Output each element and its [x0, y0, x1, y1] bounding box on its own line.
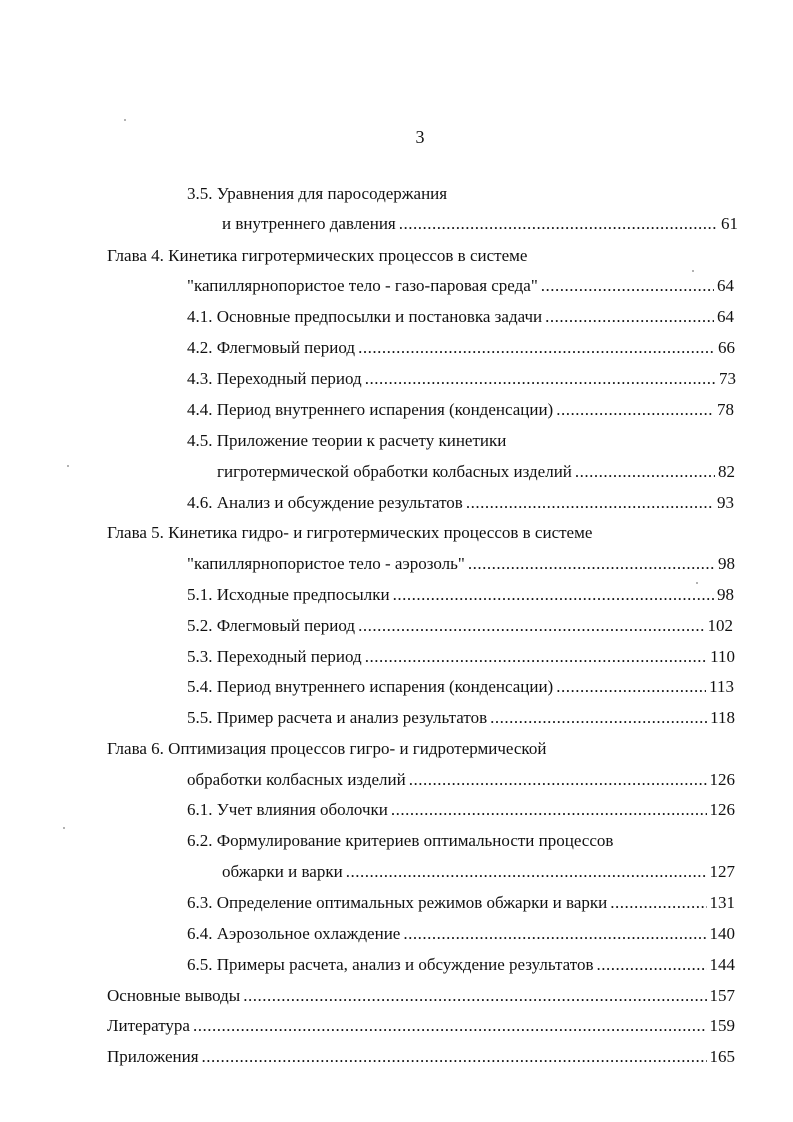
toc-entry	[187, 428, 737, 454]
toc-entry	[187, 767, 735, 793]
toc-entry-page: 102	[707, 616, 733, 635]
scan-speck	[67, 465, 69, 467]
dot-leader	[346, 859, 707, 885]
scan-speck	[63, 827, 65, 829]
toc-entry-page: 165	[709, 1047, 735, 1066]
dot-leader	[490, 705, 707, 731]
dot-leader	[541, 273, 714, 299]
toc-entry-text: гигротермической обработки колбасных изделий	[217, 462, 572, 481]
toc-entry	[187, 613, 733, 639]
toc-entry	[222, 211, 738, 237]
toc-entry	[187, 181, 737, 207]
dot-leader	[202, 1044, 707, 1070]
toc-entry	[187, 674, 734, 700]
toc-entry	[187, 921, 735, 947]
dot-leader	[391, 797, 707, 823]
dot-leader	[466, 490, 714, 516]
toc-entry-page: 126	[709, 800, 735, 819]
toc-entry-text: 4.4. Период внутреннего испарения (конденсации)	[187, 400, 554, 419]
toc-entry-page: 110	[710, 647, 735, 666]
toc-entry-text: и внутреннего давления	[222, 214, 396, 233]
dot-leader	[358, 335, 715, 361]
toc-entry	[222, 859, 735, 885]
toc-entry-page: 93	[717, 493, 734, 512]
toc-entry-page: 113	[709, 677, 734, 696]
toc-entry	[187, 304, 734, 330]
scan-speck	[692, 270, 694, 272]
toc-entry-page: 61	[721, 214, 738, 233]
dot-leader	[468, 551, 715, 577]
dot-leader	[358, 613, 704, 639]
toc-entry-text: 6.5. Примеры расчета, анализ и обсуждение результатов	[187, 955, 594, 974]
page-number: 3	[415, 127, 425, 147]
dot-leader	[596, 952, 706, 978]
dot-leader	[193, 1013, 707, 1039]
toc-entry-text: обжарки и варки	[222, 862, 343, 881]
toc-entry-page: 140	[709, 924, 735, 943]
toc-entry	[187, 952, 735, 978]
toc-entry-text: 5.2. Флегмовый период	[187, 616, 356, 635]
toc-entry-text: 4.1. Основные предпосылки и постановка задачи	[187, 307, 543, 326]
toc-entry-page: 98	[717, 585, 734, 604]
toc-entry	[187, 582, 734, 608]
toc-entry-text: 4.6. Анализ и обсуждение результатов	[187, 493, 463, 512]
toc-entry-text: 4.5. Приложение теории к расчету кинетики	[187, 431, 507, 450]
toc-entry-page: 64	[717, 276, 734, 295]
toc-entry-page: 144	[709, 955, 735, 974]
toc-entry	[187, 366, 736, 392]
toc-entry-page: 126	[709, 770, 735, 789]
dot-leader	[409, 767, 707, 793]
dot-leader	[365, 366, 716, 392]
toc-chapter-heading	[107, 736, 737, 762]
toc-entry-text: Глава 5. Кинетика гидро- и гигротермических процессов в системе	[107, 523, 593, 542]
toc-entry-page: 118	[710, 708, 735, 727]
dot-leader	[243, 983, 706, 1009]
toc-entry-text: 6.1. Учет влияния оболочки	[187, 800, 388, 819]
toc-entry-text: 6.3. Определение оптимальных режимов обжарки и варки	[187, 893, 608, 912]
scan-speck	[696, 582, 698, 584]
toc-entry	[187, 890, 735, 916]
toc-entry-text: 4.2. Флегмовый период	[187, 338, 356, 357]
toc-entry-text: "капиллярнопористое тело - аэрозоль"	[187, 554, 465, 573]
toc-entry-page: 157	[709, 986, 735, 1005]
toc-entry-page: 64	[717, 307, 734, 326]
toc-entry	[187, 705, 735, 731]
toc-entry	[187, 273, 734, 299]
toc-entry	[187, 551, 735, 577]
toc-chapter-heading	[107, 520, 737, 546]
toc-entry-text: 5.1. Исходные предпосылки	[187, 585, 390, 604]
toc-entry-page: 127	[709, 862, 735, 881]
toc-entry	[107, 1044, 735, 1070]
toc-entry-page: 73	[719, 369, 736, 388]
dot-leader	[365, 644, 707, 670]
toc-entry-text: 5.4. Период внутреннего испарения (конденсации)	[187, 677, 554, 696]
dot-leader	[575, 459, 715, 485]
toc-entry	[187, 397, 734, 423]
toc-entry	[187, 797, 735, 823]
toc-entry-page: 66	[718, 338, 735, 357]
dot-leader	[556, 397, 714, 423]
toc-entry	[217, 459, 735, 485]
toc-entry	[107, 983, 735, 1009]
dot-leader	[403, 921, 706, 947]
toc-entry-text: Основные выводы	[107, 986, 241, 1005]
dot-leader	[393, 582, 714, 608]
toc-entry-text: 5.3. Переходный период	[187, 647, 362, 666]
toc-entry-text: 4.3. Переходный период	[187, 369, 362, 388]
dot-leader	[556, 674, 706, 700]
toc-entry-text: 5.5. Пример расчета и анализ результатов	[187, 708, 488, 727]
toc-entry-page: 78	[717, 400, 734, 419]
toc-entry	[187, 644, 735, 670]
toc-chapter-heading	[107, 243, 737, 269]
toc-entry-page: 82	[718, 462, 735, 481]
toc-entry-text: Глава 6. Оптимизация процессов гигро- и гидротермической	[107, 739, 547, 758]
toc-entry-text: Приложения	[107, 1047, 199, 1066]
toc-entry-text: обработки колбасных изделий	[187, 770, 406, 789]
dot-leader	[610, 890, 706, 916]
toc-entry-text: 6.2. Формулирование критериев оптимальности процессов	[187, 831, 614, 850]
scan-speck	[124, 119, 126, 121]
toc-entry-text: 3.5. Уравнения для паросодержания	[187, 184, 448, 203]
toc-entry	[107, 1013, 735, 1039]
toc-entry	[187, 335, 735, 361]
toc-entry-text: Литература	[107, 1016, 190, 1035]
toc-entry	[187, 490, 734, 516]
toc-entry-text: Глава 4. Кинетика гигротермических процессов в системе	[107, 246, 528, 265]
toc-entry-text: 6.4. Аэрозольное охлаждение	[187, 924, 401, 943]
toc-entry-page: 159	[709, 1016, 735, 1035]
toc-entry-page: 98	[718, 554, 735, 573]
toc-entry-text: "капиллярнопористое тело - газо-паровая среда"	[187, 276, 538, 295]
toc-entry	[187, 828, 737, 854]
toc-entry-page: 131	[709, 893, 735, 912]
dot-leader	[399, 211, 718, 237]
dot-leader	[545, 304, 714, 330]
